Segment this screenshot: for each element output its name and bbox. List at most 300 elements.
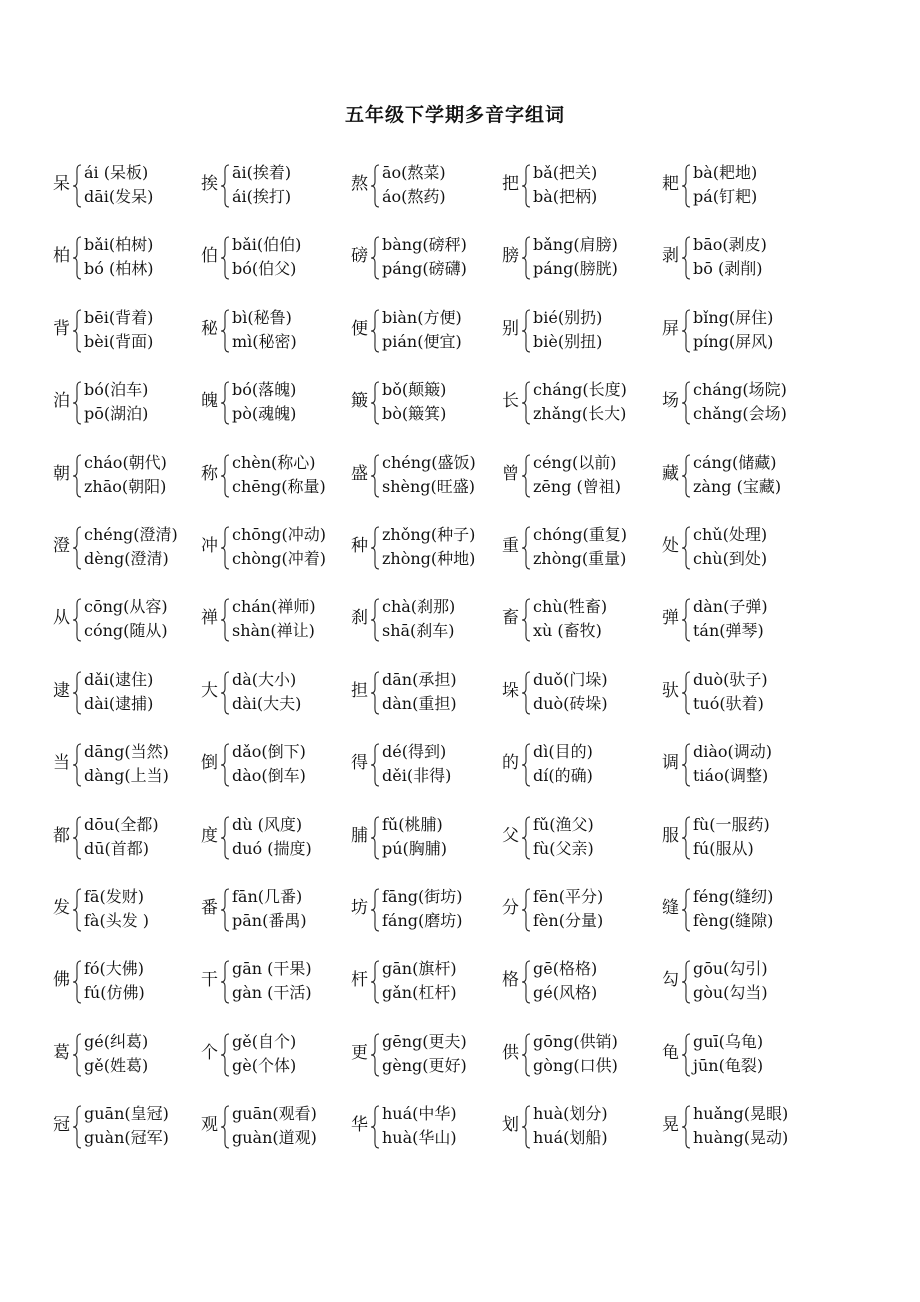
curly-brace-icon [370, 816, 380, 860]
polyphone-entry [351, 1029, 511, 1081]
curly-brace-icon [220, 743, 230, 787]
polyphone-entry [53, 1101, 213, 1153]
reading-1: dù (风度) [232, 814, 303, 834]
polyphone-character: 禅 [201, 608, 218, 629]
curly-brace-icon [370, 743, 380, 787]
polyphone-entry [351, 1101, 511, 1153]
reading-2: áo(熬药) [382, 187, 446, 206]
polyphone-character: 划 [502, 1115, 519, 1136]
polyphone-character: 澄 [53, 536, 70, 556]
reading-2: shàn(禅让) [232, 621, 315, 641]
polyphone-entry [53, 667, 213, 719]
curly-brace-icon [72, 960, 82, 1004]
polyphone-character: 呆 [53, 174, 70, 194]
reading-1: gān (干果) [232, 959, 312, 979]
reading-1: bǎ(把关) [533, 163, 598, 182]
reading-2: zhòng(种地) [382, 549, 476, 568]
curly-brace-icon [521, 526, 531, 570]
polyphone-entry [201, 739, 361, 791]
reading-2: chòng(冲着) [232, 549, 326, 568]
polyphone-character: 观 [201, 1115, 218, 1136]
reading-2: guàn(道观) [232, 1128, 317, 1148]
curly-brace-icon [220, 1033, 230, 1077]
polyphone-entry [351, 232, 511, 284]
curly-brace-icon [220, 960, 230, 1004]
reading-2: huá(划船) [533, 1128, 608, 1148]
polyphone-character: 冠 [53, 1115, 70, 1136]
reading-2: pān(番禺) [232, 911, 307, 930]
curly-brace-icon [370, 1033, 380, 1077]
polyphone-character: 魄 [201, 391, 218, 412]
reading-2: zàng (宝藏) [693, 476, 782, 496]
curly-brace-icon [72, 454, 82, 498]
reading-2: tuó(驮着) [693, 693, 764, 713]
polyphone-entry [53, 594, 213, 646]
curly-brace-icon [681, 598, 691, 642]
curly-brace-icon [681, 888, 691, 932]
reading-2: fú(仿佛) [84, 983, 145, 1003]
reading-2: dèng(澄清) [84, 549, 169, 568]
polyphone-entry [351, 160, 511, 212]
polyphone-character: 冲 [201, 536, 218, 556]
curly-brace-icon [72, 381, 82, 425]
polyphone-entry [502, 812, 662, 864]
reading-2: pá(钉耙) [693, 187, 758, 206]
reading-1: dà(大小) [232, 669, 297, 689]
polyphone-character: 大 [201, 680, 218, 701]
curly-brace-icon [521, 1033, 531, 1077]
reading-2: zhāo(朝阳) [84, 476, 167, 496]
polyphone-entry [662, 522, 822, 574]
polyphone-character: 弹 [662, 608, 679, 629]
polyphone-entry [662, 884, 822, 936]
curly-brace-icon [521, 743, 531, 787]
polyphone-entry [502, 594, 662, 646]
reading-1: fān(几番) [232, 887, 303, 906]
reading-1: guān(观看) [232, 1104, 317, 1124]
reading-1: huǎng(晃眼) [693, 1104, 789, 1124]
curly-brace-icon [521, 888, 531, 932]
curly-brace-icon [220, 236, 230, 280]
curly-brace-icon [681, 309, 691, 353]
reading-2: zhǎng(长大) [533, 404, 627, 424]
reading-1: ái (呆板) [84, 163, 149, 182]
polyphone-character: 缝 [662, 898, 679, 918]
polyphone-character: 耙 [662, 174, 679, 194]
polyphone-character: 把 [502, 174, 519, 194]
reading-1: dǎi(逮住) [84, 669, 154, 689]
reading-2: guàn(冠军) [84, 1128, 169, 1148]
reading-2: pú(胸脯) [382, 838, 448, 858]
curly-brace-icon [72, 671, 82, 715]
polyphone-entry [502, 1029, 662, 1081]
polyphone-character: 秘 [201, 318, 218, 339]
curly-brace-icon [521, 454, 531, 498]
curly-brace-icon [521, 236, 531, 280]
polyphone-character: 场 [662, 391, 679, 412]
curly-brace-icon [72, 1105, 82, 1149]
polyphone-character: 的 [502, 753, 519, 774]
polyphone-character: 朝 [53, 463, 70, 484]
curly-brace-icon [681, 526, 691, 570]
reading-2: fáng(磨坊) [382, 911, 463, 930]
curly-brace-icon [681, 743, 691, 787]
polyphone-entry [351, 377, 511, 429]
polyphone-character: 调 [662, 753, 679, 774]
reading-2: gòu(勾当) [693, 983, 768, 1003]
curly-brace-icon [220, 816, 230, 860]
polyphone-character: 称 [201, 463, 218, 484]
reading-2: páng(磅礴) [382, 259, 467, 279]
polyphone-entry [351, 812, 511, 864]
polyphone-character: 熬 [351, 174, 368, 194]
curly-brace-icon [220, 164, 230, 208]
reading-1: huà(划分) [533, 1104, 608, 1124]
curly-brace-icon [681, 960, 691, 1004]
polyphone-entry [662, 739, 822, 791]
reading-2: dàn(重担) [382, 693, 457, 713]
polyphone-entry [53, 812, 213, 864]
polyphone-character: 龟 [662, 1042, 679, 1063]
polyphone-entry [662, 232, 822, 284]
polyphone-character: 晃 [662, 1115, 679, 1136]
reading-1: gé(纠葛) [84, 1031, 149, 1051]
reading-1: bì(秘鲁) [232, 307, 292, 327]
reading-1: fù(一服药) [693, 814, 770, 834]
polyphone-character: 杆 [351, 970, 368, 991]
reading-1: guī(乌龟) [693, 1031, 764, 1051]
reading-2: shā(刹车) [382, 621, 455, 641]
curly-brace-icon [521, 598, 531, 642]
reading-1: fó(大佛) [84, 959, 145, 979]
reading-2: gǎn(杠杆) [382, 983, 457, 1003]
curly-brace-icon [521, 816, 531, 860]
reading-1: chǔ(处理) [693, 525, 768, 544]
reading-2: fú(服从) [693, 838, 754, 858]
polyphone-entry [201, 305, 361, 357]
curly-brace-icon [521, 960, 531, 1004]
polyphone-entry [53, 377, 213, 429]
polyphone-entry [201, 160, 361, 212]
curly-brace-icon [681, 236, 691, 280]
polyphone-character: 倒 [201, 753, 218, 774]
reading-1: bǎng(肩膀) [533, 235, 618, 255]
polyphone-entry [201, 232, 361, 284]
polyphone-character: 父 [502, 825, 519, 846]
polyphone-character: 度 [201, 825, 218, 846]
polyphone-character: 葛 [53, 1042, 70, 1063]
reading-1: bǐng(屏住) [693, 307, 774, 327]
curly-brace-icon [370, 309, 380, 353]
polyphone-entry [351, 594, 511, 646]
curly-brace-icon [681, 1033, 691, 1077]
reading-1: gē(格格) [533, 959, 598, 979]
reading-2: gòng(口供) [533, 1055, 618, 1075]
reading-1: bǎi(伯伯) [232, 235, 302, 255]
reading-1: diào(调动) [693, 742, 773, 762]
polyphone-character: 重 [502, 536, 519, 556]
polyphone-entry [53, 522, 213, 574]
polyphone-entry [502, 305, 662, 357]
curly-brace-icon [521, 671, 531, 715]
curly-brace-icon [370, 960, 380, 1004]
polyphone-character: 都 [53, 825, 70, 846]
polyphone-character: 服 [662, 825, 679, 846]
polyphone-entry [53, 160, 213, 212]
polyphone-character: 坊 [351, 898, 368, 918]
reading-2: fèn(分量) [533, 911, 604, 930]
polyphone-character: 垛 [502, 680, 519, 701]
reading-1: bǒ(颠簸) [382, 380, 447, 400]
reading-1: huá(中华) [382, 1104, 457, 1124]
polyphone-entry [53, 956, 213, 1008]
reading-2: fù(父亲) [533, 838, 594, 858]
polyphone-entry [502, 884, 662, 936]
reading-1: céng(以前) [533, 452, 617, 472]
curly-brace-icon [220, 454, 230, 498]
polyphone-entry [662, 667, 822, 719]
polyphone-character: 脯 [351, 825, 368, 846]
polyphone-entry [662, 377, 822, 429]
polyphone-entry [502, 956, 662, 1008]
reading-2: dài(大夫) [232, 693, 302, 713]
reading-1: féng(缝纫) [693, 887, 774, 906]
reading-1: cáng(储藏) [693, 452, 777, 472]
polyphone-character: 便 [351, 318, 368, 339]
curly-brace-icon [370, 164, 380, 208]
reading-1: gě(自个) [232, 1031, 297, 1051]
polyphone-entry [201, 667, 361, 719]
polyphone-entry [351, 739, 511, 791]
polyphone-character: 佛 [53, 970, 70, 991]
reading-2: xù (畜牧) [533, 621, 602, 641]
polyphone-entry [351, 522, 511, 574]
polyphone-character: 背 [53, 318, 70, 339]
polyphone-character: 得 [351, 753, 368, 774]
reading-1: dāng(当然) [84, 742, 169, 762]
reading-1: fǔ(桃脯) [382, 814, 443, 834]
reading-2: chù(到处) [693, 549, 768, 568]
curly-brace-icon [521, 1105, 531, 1149]
polyphone-character: 番 [201, 898, 218, 918]
reading-1: gōng(供销) [533, 1031, 618, 1051]
polyphone-entry [502, 450, 662, 502]
reading-1: dān(承担) [382, 669, 457, 689]
polyphone-character: 分 [502, 898, 519, 918]
reading-2: bà(把柄) [533, 187, 598, 206]
reading-1: dàn(子弹) [693, 597, 768, 617]
reading-2: dào(倒车) [232, 766, 306, 786]
polyphone-entry [351, 305, 511, 357]
reading-2: pián(便宜) [382, 331, 462, 351]
reading-1: cháng(场院) [693, 380, 787, 400]
reading-2: píng(屏风) [693, 331, 774, 351]
reading-2: shèng(旺盛) [382, 476, 476, 496]
reading-2: huàng(晃动) [693, 1128, 789, 1148]
reading-2: děi(非得) [382, 766, 452, 786]
polyphone-character: 藏 [662, 463, 679, 484]
curly-brace-icon [220, 381, 230, 425]
polyphone-character: 格 [502, 970, 519, 991]
reading-2: dí(的确) [533, 766, 593, 786]
polyphone-entry [201, 1101, 361, 1153]
reading-2: jūn(龟裂) [693, 1055, 764, 1075]
polyphone-character: 伯 [201, 246, 218, 267]
polyphone-entry [201, 956, 361, 1008]
polyphone-character: 刹 [351, 608, 368, 629]
polyphone-character: 屏 [662, 318, 679, 339]
polyphone-entry [351, 667, 511, 719]
polyphone-character: 畜 [502, 608, 519, 629]
reading-2: bó(伯父) [232, 259, 297, 279]
reading-2: tiáo(调整) [693, 766, 769, 786]
reading-1: āo(熬菜) [382, 163, 446, 182]
polyphone-entry [662, 1029, 822, 1081]
polyphone-entry [662, 812, 822, 864]
reading-2: duò(砖垛) [533, 693, 608, 713]
polyphone-entry [201, 1029, 361, 1081]
polyphone-entry [502, 667, 662, 719]
reading-2: bō (剥削) [693, 259, 763, 279]
polyphone-character: 从 [53, 608, 70, 629]
polyphone-entry [201, 450, 361, 502]
reading-2: gé(风格) [533, 983, 598, 1003]
polyphone-entry [662, 450, 822, 502]
curly-brace-icon [370, 888, 380, 932]
polyphone-character: 膀 [502, 246, 519, 267]
curly-brace-icon [370, 526, 380, 570]
curly-brace-icon [220, 309, 230, 353]
reading-2: dāi(发呆) [84, 187, 154, 206]
polyphone-entry [351, 884, 511, 936]
reading-2: zhòng(重量) [533, 549, 627, 568]
polyphone-entry [53, 739, 213, 791]
page-title: 五年级下学期多音字组词 [344, 104, 565, 126]
polyphone-entry [662, 160, 822, 212]
curly-brace-icon [370, 381, 380, 425]
reading-2: pō(湖泊) [84, 404, 149, 424]
reading-2: chǎng(会场) [693, 404, 787, 424]
reading-2: gàn (干活) [232, 983, 312, 1003]
reading-2: fà(头发 ) [84, 911, 150, 930]
polyphone-entry [53, 305, 213, 357]
curly-brace-icon [681, 671, 691, 715]
polyphone-character: 曾 [502, 463, 519, 484]
polyphone-character: 盛 [351, 463, 368, 484]
polyphone-entry [502, 1101, 662, 1153]
curly-brace-icon [72, 309, 82, 353]
polyphone-entry [53, 450, 213, 502]
polyphone-entry [351, 450, 511, 502]
reading-2: biè(别扭) [533, 331, 603, 351]
polyphone-character: 勾 [662, 970, 679, 991]
reading-1: dǎo(倒下) [232, 742, 306, 762]
reading-1: bà(耙地) [693, 163, 758, 182]
polyphone-entry [662, 1101, 822, 1153]
reading-1: chà(刹那) [382, 597, 456, 617]
curly-brace-icon [370, 236, 380, 280]
polyphone-entry [502, 739, 662, 791]
curly-brace-icon [370, 1105, 380, 1149]
polyphone-character: 别 [502, 318, 519, 339]
polyphone-entry [53, 1029, 213, 1081]
polyphone-character: 发 [53, 898, 70, 918]
polyphone-character: 更 [351, 1042, 368, 1063]
polyphone-entry [201, 377, 361, 429]
curly-brace-icon [72, 888, 82, 932]
polyphone-character: 挨 [201, 174, 218, 194]
polyphone-character: 磅 [351, 246, 368, 267]
polyphone-character: 柏 [53, 246, 70, 267]
reading-1: bàng(磅秤) [382, 235, 467, 255]
reading-2: dài(逮捕) [84, 693, 154, 713]
reading-1: bó(泊车) [84, 380, 149, 400]
reading-1: gōu(勾引) [693, 959, 768, 979]
polyphone-entry [662, 594, 822, 646]
polyphone-character: 处 [662, 536, 679, 556]
polyphone-entry [502, 160, 662, 212]
reading-2: dàng(上当) [84, 766, 169, 786]
curly-brace-icon [681, 1105, 691, 1149]
reading-2: bó (柏林) [84, 259, 154, 279]
curly-brace-icon [681, 454, 691, 498]
polyphone-character: 供 [502, 1042, 519, 1063]
polyphone-character: 长 [502, 391, 519, 412]
polyphone-character: 担 [351, 680, 368, 701]
polyphone-entry [351, 956, 511, 1008]
curly-brace-icon [72, 1033, 82, 1077]
reading-1: chéng(澄清) [84, 525, 178, 544]
curly-brace-icon [72, 816, 82, 860]
reading-2: cóng(随从) [84, 621, 168, 641]
reading-2: chēng(称量) [232, 476, 326, 496]
polyphone-character: 当 [53, 753, 70, 774]
reading-1: zhǒng(种子) [382, 525, 476, 544]
polyphone-entry [662, 956, 822, 1008]
reading-2: bò(簸箕) [382, 404, 447, 424]
reading-1: cháo(朝代) [84, 452, 167, 472]
polyphone-character: 逮 [53, 680, 70, 701]
curly-brace-icon [370, 454, 380, 498]
reading-1: chèn(称心) [232, 452, 316, 472]
curly-brace-icon [72, 236, 82, 280]
reading-1: fēn(平分) [533, 887, 604, 906]
curly-brace-icon [370, 671, 380, 715]
reading-1: guān(皇冠) [84, 1104, 169, 1124]
reading-1: bǎi(柏树) [84, 235, 154, 255]
polyphone-entry [201, 594, 361, 646]
reading-1: gēng(更夫) [382, 1031, 467, 1051]
curly-brace-icon [370, 598, 380, 642]
polyphone-entry [502, 377, 662, 429]
curly-brace-icon [220, 1105, 230, 1149]
reading-1: bié(别扔) [533, 307, 603, 327]
curly-brace-icon [681, 164, 691, 208]
reading-1: chéng(盛饭) [382, 452, 476, 472]
polyphone-entry [502, 232, 662, 284]
reading-1: cōng(从容) [84, 597, 168, 617]
reading-2: gè(个体) [232, 1055, 297, 1075]
reading-1: duò(驮子) [693, 669, 768, 689]
reading-1: chù(牲畜) [533, 597, 608, 617]
reading-2: páng(膀胱) [533, 259, 618, 279]
curly-brace-icon [220, 888, 230, 932]
curly-brace-icon [72, 526, 82, 570]
curly-brace-icon [681, 381, 691, 425]
polyphone-entry [53, 884, 213, 936]
polyphone-entry [201, 884, 361, 936]
reading-1: chán(禅师) [232, 597, 316, 617]
